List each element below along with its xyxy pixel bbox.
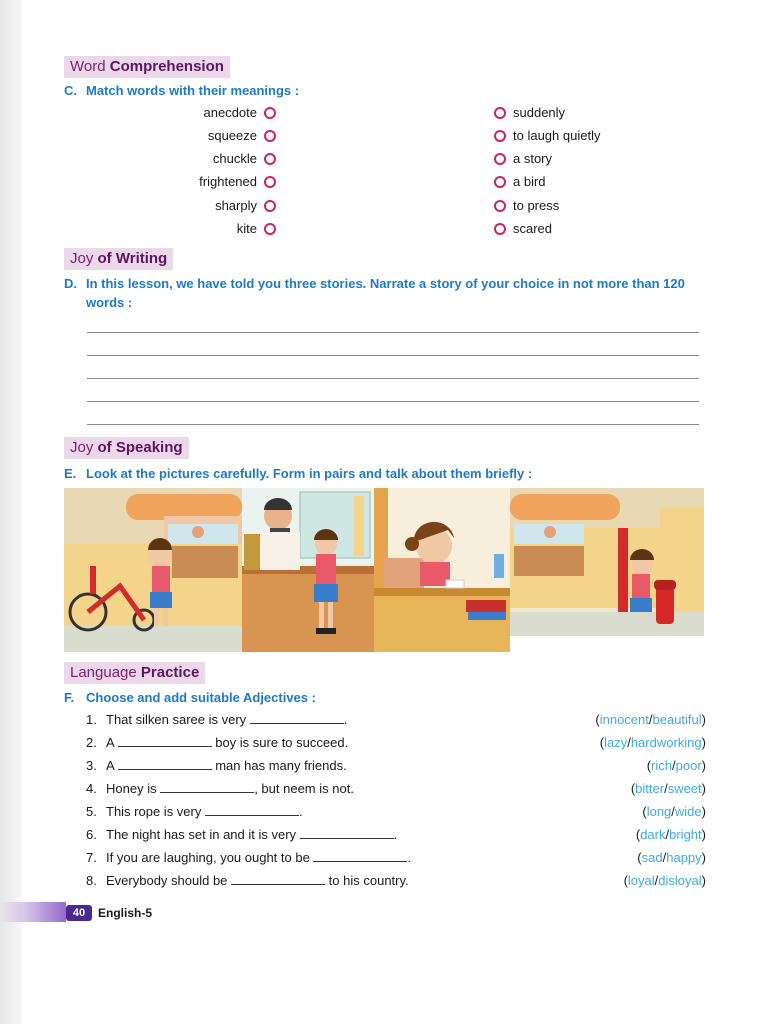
section-title-joy-of-speaking <box>64 437 189 459</box>
page-number: 40 <box>66 905 92 921</box>
match-left-item <box>204 105 277 120</box>
circle-bullet-icon[interactable] <box>264 107 276 119</box>
options: (innocent/beautiful) <box>595 712 706 727</box>
item-text-after: man has many friends. <box>215 758 347 773</box>
option-2: bright <box>669 827 702 842</box>
section-title-bold: of Speaking <box>97 439 183 456</box>
section-title-pre: Joy <box>70 439 98 456</box>
writing-line[interactable] <box>87 332 699 333</box>
option-1: sad <box>641 850 663 865</box>
question-text: In this lesson, we have told you three stories. Narrate a story of your choice in not more than 120 words : <box>86 276 685 310</box>
item-number: 2. <box>86 735 97 750</box>
circle-bullet-icon[interactable] <box>264 200 276 212</box>
item-text-before: Honey is <box>106 781 157 796</box>
adjective-item <box>86 826 706 844</box>
question-f <box>64 688 316 707</box>
item-number: 7. <box>86 850 97 865</box>
item-number: 8. <box>86 873 97 888</box>
circle-bullet-icon[interactable] <box>494 223 506 235</box>
book-title: English-5 <box>98 906 153 920</box>
item-number: 3. <box>86 758 97 773</box>
adjective-item <box>86 803 706 821</box>
writing-line[interactable] <box>87 378 699 379</box>
options: (sad/happy) <box>637 850 706 865</box>
option-2: happy <box>666 850 702 865</box>
option-1: dark <box>640 827 666 842</box>
circle-bullet-icon[interactable] <box>494 107 506 119</box>
adjective-item <box>86 780 706 798</box>
item-text-after: . <box>407 850 412 865</box>
question-text: Match words with their meanings : <box>86 83 300 98</box>
section-title-pre: Joy <box>70 250 98 267</box>
item-text-before: This rope is very <box>106 804 202 819</box>
option-1: rich <box>651 758 672 773</box>
question-label: F. <box>64 690 75 705</box>
question-label: E. <box>64 466 77 481</box>
match-right-item <box>494 174 546 189</box>
circle-bullet-icon[interactable] <box>494 176 506 188</box>
item-text-after: . <box>393 827 398 842</box>
match-left-word: squeeze <box>207 128 257 143</box>
match-left-word: frightened <box>199 174 257 189</box>
item-text-before: That silken saree is very <box>106 712 247 727</box>
circle-bullet-icon[interactable] <box>264 223 276 235</box>
item-number: 4. <box>86 781 97 796</box>
option-2: poor <box>675 758 702 773</box>
section-title-pre: Language <box>70 664 141 681</box>
match-left-word: kite <box>236 221 257 236</box>
picture-girl-writing <box>374 488 510 652</box>
options: (lazy/hardworking) <box>599 735 706 750</box>
options: (loyal/disloyal) <box>623 873 706 888</box>
match-right-meaning: to laugh quietly <box>513 128 601 143</box>
circle-bullet-icon[interactable] <box>264 153 276 165</box>
section-title-bold: Comprehension <box>109 58 224 75</box>
question-c <box>64 81 299 100</box>
match-left-item <box>215 198 276 213</box>
writing-line[interactable] <box>87 401 699 402</box>
item-text-before: If you are laughing, you ought to be <box>106 850 310 865</box>
item-text-before: A <box>106 758 114 773</box>
circle-bullet-icon[interactable] <box>494 153 506 165</box>
picture-girl-at-postbox <box>510 488 704 636</box>
match-right-item <box>494 221 552 236</box>
match-left-item <box>213 151 276 166</box>
page-gutter <box>0 0 22 1024</box>
options: (long/wide) <box>642 804 706 819</box>
item-text-after: . <box>299 804 303 819</box>
item-text-after: to his country. <box>328 873 409 888</box>
adjective-item <box>86 849 706 867</box>
question-text: Look at the pictures carefully. Form in pairs and talk about them briefly : <box>86 466 533 481</box>
match-right-meaning: a story <box>513 151 553 166</box>
match-right-item <box>494 198 559 213</box>
options: (dark/bright) <box>635 827 706 842</box>
match-left-item <box>237 221 276 236</box>
answer-blank[interactable] <box>313 850 407 862</box>
item-number: 6. <box>86 827 97 842</box>
item-number: 5. <box>86 804 97 819</box>
answer-blank[interactable] <box>118 758 212 770</box>
option-2: sweet <box>667 781 702 796</box>
question-e <box>64 464 532 483</box>
match-right-meaning: scared <box>513 221 553 236</box>
option-1: innocent <box>599 712 649 727</box>
question-text: Choose and add suitable Adjectives : <box>86 690 316 705</box>
match-right-meaning: to press <box>513 198 560 213</box>
section-title-bold: Practice <box>140 664 200 681</box>
match-left-word: sharply <box>215 198 257 213</box>
match-left-item <box>208 128 276 143</box>
section-title-joy-of-writing <box>64 248 173 270</box>
section-title-pre: Word <box>70 58 110 75</box>
answer-blank[interactable] <box>205 804 299 816</box>
circle-bullet-icon[interactable] <box>494 200 506 212</box>
adjective-item <box>86 734 706 752</box>
circle-bullet-icon[interactable] <box>494 130 506 142</box>
item-text-before: Everybody should be <box>106 873 228 888</box>
match-left-item <box>199 174 276 189</box>
match-left-word: anecdote <box>203 105 257 120</box>
circle-bullet-icon[interactable] <box>264 176 276 188</box>
circle-bullet-icon[interactable] <box>264 130 276 142</box>
match-right-meaning: a bird <box>513 174 546 189</box>
options: (bitter/sweet) <box>630 781 706 796</box>
question-label: D. <box>64 276 77 291</box>
match-right-item <box>494 128 600 143</box>
adjective-item <box>86 872 706 890</box>
match-right-item <box>494 151 552 166</box>
options: (rich/poor) <box>646 758 706 773</box>
item-number: 1. <box>86 712 97 727</box>
answer-blank[interactable] <box>231 873 325 885</box>
writing-line[interactable] <box>87 424 699 425</box>
answer-blank[interactable] <box>250 712 344 724</box>
option-2: beautiful <box>652 712 702 727</box>
section-title-word-comprehension <box>64 56 230 78</box>
picture-man-and-girl <box>242 488 374 652</box>
adjective-item <box>86 711 706 729</box>
item-text-after: , but neem is not. <box>254 781 354 796</box>
option-1: loyal <box>627 873 655 888</box>
answer-blank[interactable] <box>160 781 254 793</box>
section-title-bold: of Writing <box>97 250 168 267</box>
match-left-word: chuckle <box>212 151 257 166</box>
match-right-item <box>494 105 565 120</box>
option-2: wide <box>674 804 702 819</box>
option-1: lazy <box>604 735 628 750</box>
item-text-after: boy is sure to succeed. <box>215 735 349 750</box>
option-1: long <box>646 804 672 819</box>
answer-blank[interactable] <box>300 827 394 839</box>
writing-line[interactable] <box>87 355 699 356</box>
item-text-before: The night has set in and it is very <box>106 827 297 842</box>
option-2: hardworking <box>630 735 702 750</box>
question-d <box>64 274 706 312</box>
match-right-meaning: suddenly <box>513 105 566 120</box>
adjective-item <box>86 757 706 775</box>
option-1: bitter <box>635 781 665 796</box>
option-2: disloyal <box>658 873 702 888</box>
section-title-language-practice <box>64 662 205 684</box>
answer-blank[interactable] <box>118 735 212 747</box>
page-number-bar <box>0 902 66 922</box>
item-text-before: A <box>106 735 114 750</box>
question-label: C. <box>64 83 77 98</box>
picture-girl-at-counter <box>64 488 242 652</box>
item-text-after: . <box>343 712 348 727</box>
